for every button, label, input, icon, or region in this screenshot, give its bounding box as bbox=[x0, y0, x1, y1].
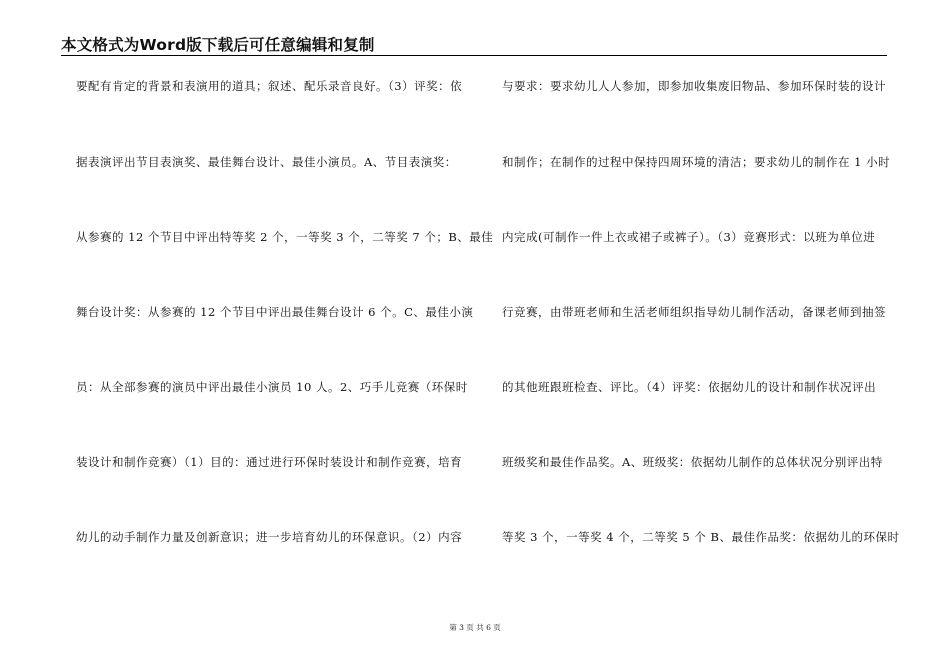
page-number-footer: 第 3 页 共 6 页 bbox=[449, 623, 501, 632]
document-header-title: 本文格式为Word版下载后可任意编辑和复制 bbox=[61, 36, 375, 54]
right-text-line: 与要求：要求幼儿人人参加，即参加收集废旧物品、参加环保时装的设计 bbox=[502, 79, 886, 93]
right-text-line: 班级奖和最佳作品奖。A、班级奖：依据幼儿制作的总体状况分别评出特 bbox=[502, 455, 883, 469]
left-text-line: 从参赛的 12 个节目中评出特等奖 2 个，一等奖 3 个，二等奖 7 个；B、最佳 bbox=[76, 230, 494, 244]
left-text-line: 幼儿的动手制作力量及创新意识；进一步培育幼儿的环保意识。（2）内容 bbox=[76, 530, 463, 544]
right-text-line: 的其他班跟班检查、评比。（4）评奖：依据幼儿的设计和制作状况评出 bbox=[502, 380, 877, 394]
left-text-line: 装设计和制作竞赛）（1）目的：通过进行环保时装设计和制作竞赛，培育 bbox=[76, 455, 463, 469]
right-text-line: 行竞赛，由带班老师和生活老师组织指导幼儿制作活动，备课老师到抽签 bbox=[502, 305, 886, 319]
left-text-line: 据表演评出节目表演奖、最佳舞台设计、最佳小演员。A、节目表演奖： bbox=[76, 155, 457, 169]
left-text-line: 员：从全部参赛的演员中评出最佳小演员 10 人。2、巧手儿竞赛（环保时 bbox=[76, 380, 468, 394]
left-text-line: 要配有肯定的背景和表演用的道具；叙述、配乐录音良好。（3）评奖：依 bbox=[76, 79, 463, 93]
right-text-line: 和制作；在制作的过程中保持四周环境的清洁；要求幼儿的制作在 1 小时 bbox=[502, 155, 891, 169]
right-text-column bbox=[502, 0, 900, 672]
right-text-line: 内完成(可制作一件上衣或裙子或裤子）。（3）竞赛形式：以班为单位进 bbox=[502, 230, 876, 244]
left-text-line: 舞台设计奖：从参赛的 12 个节目中评出最佳舞台设计 6 个。C、最佳小演 bbox=[76, 305, 474, 319]
right-text-line: 等奖 3 个，一等奖 4 个，二等奖 5 个 B、最佳作品奖：依据幼儿的环保时 bbox=[502, 530, 900, 544]
